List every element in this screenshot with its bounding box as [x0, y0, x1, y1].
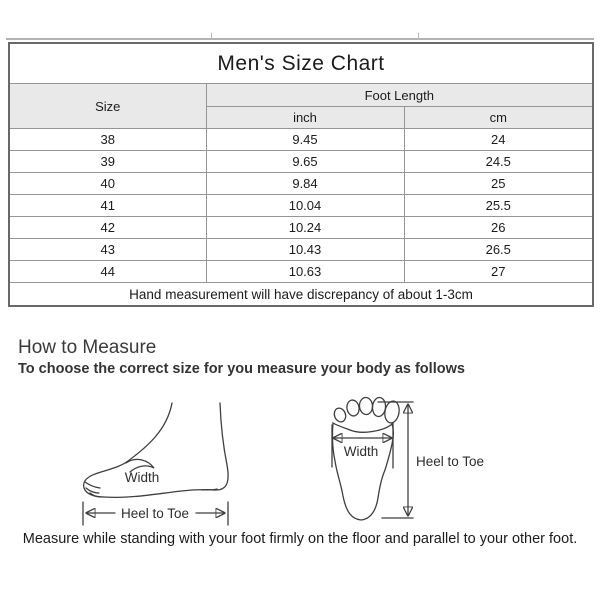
table-title: Men's Size Chart: [9, 43, 593, 84]
size-cell: 39: [9, 151, 206, 173]
table-row: [9, 173, 593, 195]
how-to-measure-heading: How to Measure: [18, 337, 157, 358]
how-to-measure-subheading: To choose the correct size for you measure your body as follows: [18, 361, 465, 377]
measure-caption: Measure while standing with your foot firmly on the floor and parallel to your other foot.: [22, 531, 578, 547]
foot-sole-diagram: [332, 397, 484, 520]
size-cell: 40: [9, 173, 206, 195]
cm-cell: 25: [404, 173, 593, 195]
unit-header-cm: cm: [404, 107, 593, 129]
foot-heel-line: [202, 403, 228, 490]
toe-crease-line: [85, 482, 100, 488]
table-row: [9, 151, 593, 173]
size-cell: 43: [9, 239, 206, 261]
inch-cell: 10.63: [206, 261, 404, 283]
toe-outline: [346, 399, 361, 417]
toe-outline: [359, 397, 373, 415]
foot-sole-line: [104, 489, 217, 497]
column-header-size: Size: [9, 84, 206, 129]
unit-header-inch: inch: [206, 107, 404, 129]
cm-cell: 27: [404, 261, 593, 283]
cm-cell: 24.5: [404, 151, 593, 173]
table-footnote-row: [9, 283, 593, 307]
table-header-row: [9, 84, 593, 107]
size-cell: 38: [9, 129, 206, 151]
table-row: [9, 261, 593, 283]
inch-cell: 9.84: [206, 173, 404, 195]
size-cell: 42: [9, 217, 206, 239]
inch-cell: 10.43: [206, 239, 404, 261]
table-row: [9, 239, 593, 261]
table-title-row: [9, 43, 593, 84]
table-row: [9, 129, 593, 151]
toe-crease-line: [86, 488, 99, 493]
measure-diagrams: [40, 385, 520, 535]
column-group-foot-length: Foot Length: [206, 84, 593, 107]
inch-cell: 10.24: [206, 217, 404, 239]
size-cell: 44: [9, 261, 206, 283]
foot-big-toe-line: [84, 473, 104, 497]
table-row: [9, 195, 593, 217]
heel-to-toe-label-side: Heel to Toe: [120, 506, 190, 521]
foot-side-view-diagram: [83, 403, 228, 525]
table-row: [9, 217, 593, 239]
cropped-table-edge: [6, 38, 594, 40]
cropped-table-tick: [418, 33, 419, 38]
cm-cell: 26.5: [404, 239, 593, 261]
heel-to-toe-label-sole: Heel to Toe: [416, 454, 485, 469]
inch-cell: 10.04: [206, 195, 404, 217]
foot-instep-line: [98, 403, 172, 473]
cm-cell: 25.5: [404, 195, 593, 217]
cm-cell: 26: [404, 217, 593, 239]
cm-cell: 24: [404, 129, 593, 151]
toe-outline: [372, 397, 387, 417]
size-cell: 41: [9, 195, 206, 217]
width-label-side: Width: [124, 470, 160, 485]
toe-outline: [332, 407, 347, 424]
inch-cell: 9.65: [206, 151, 404, 173]
inch-cell: 9.45: [206, 129, 404, 151]
cropped-table-tick: [211, 33, 212, 38]
width-label-sole: Width: [343, 444, 379, 459]
table-footnote: Hand measurement will have discrepancy of about 1-3cm: [9, 283, 593, 307]
size-chart-table: [8, 42, 594, 307]
